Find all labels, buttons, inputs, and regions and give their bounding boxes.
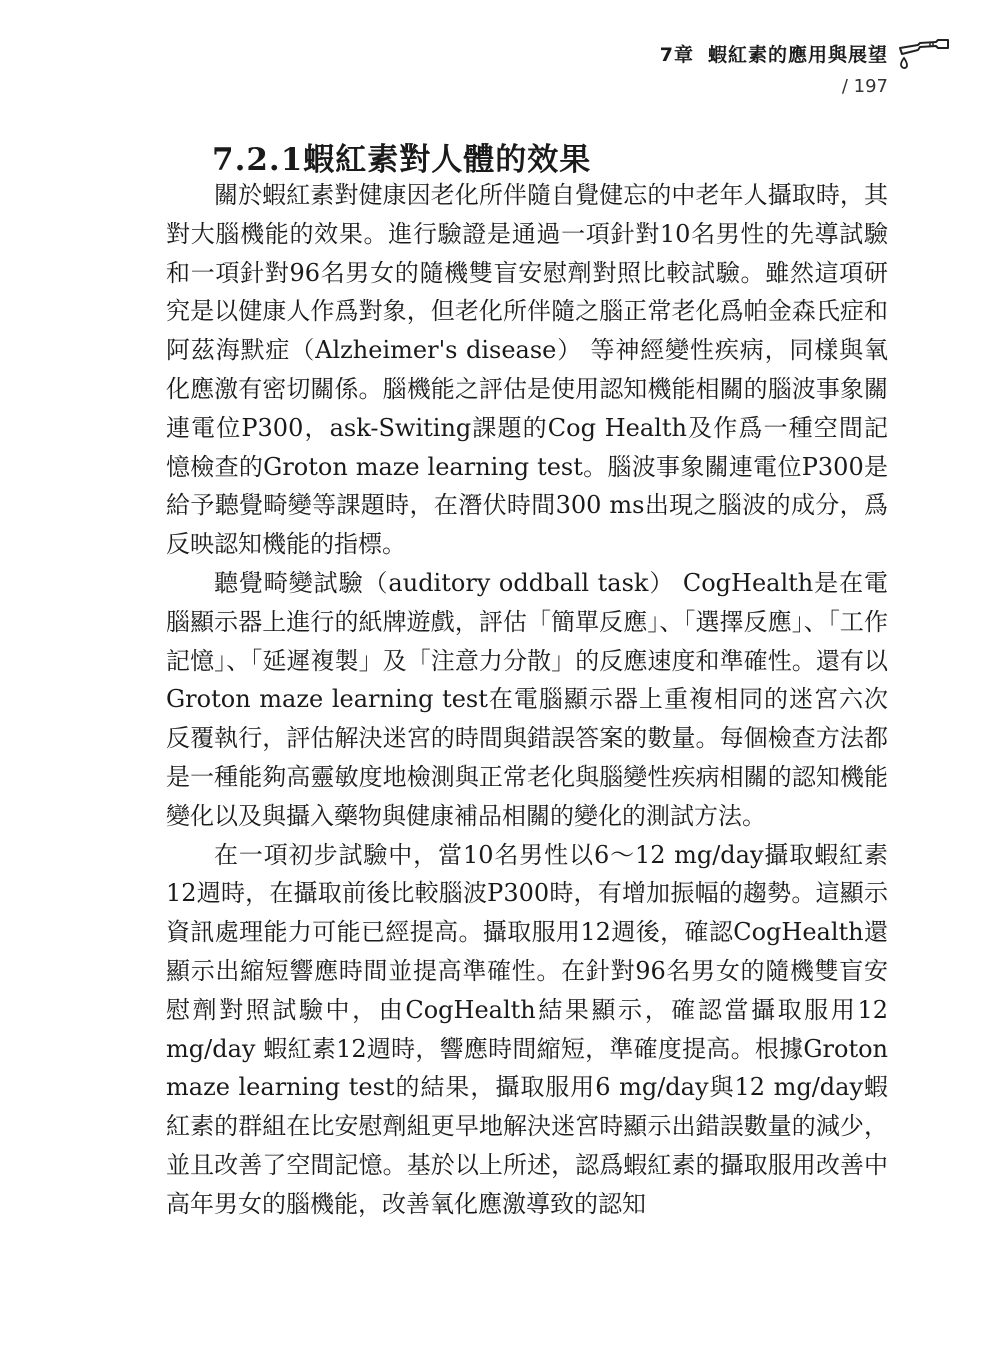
body-text bbox=[166, 176, 888, 1224]
dropper-icon bbox=[896, 38, 952, 72]
paragraph: 在一項初步試驗中，當10名男性以6～12 mg/day攝取蝦紅素12週時，在攝取前後比較腦波P300時，有增加振幅的趨勢。這顯示資訊處理能力可能已經提高。攝取服用12週後，確認CogHealth還顯示出縮短響應時間並提高準確性。在針對96名男女的隨機雙盲安慰劑對照試驗中，由CogHealth結果顯示，確認當攝取服用12 mg/day 蝦紅素12週時，響應時間縮短，準確度提高。根據Groton maze learning test的結果，攝取服用6 mg/day與12 mg/day蝦紅素的群組在比安慰劑組更早地解決迷宮時顯示出錯誤數量的減少，並且改善了空間記憶。基於以上所述，認爲蝦紅素的攝取服用改善中高年男女的腦機能，改善氧化應激導致的認知 bbox=[166, 840, 888, 1218]
running-header bbox=[660, 40, 888, 67]
paragraph: 聽覺畸變試驗（auditory oddball task） CogHealth是在電腦顯示器上進行的紙牌遊戲，評估「簡單反應」、「選擇反應」、「工作記憶」、「延遲複製」及「注意力分散」的反應速度和準確性。還有以Groton maze learning test在電腦顯示器上重複相同的迷宮六次反覆執行，評估解決迷宮的時間與錯誤答案的數量。每個檢查方法都是一種能夠高靈敏度地檢測與正常老化與腦變性疾病相關的認知機能變化以及與攝入藥物與健康補品相關的變化的測試方法。 bbox=[166, 568, 888, 830]
page-number: / 197 bbox=[841, 76, 888, 97]
section-title: 7.2.1蝦紅素對人體的效果 bbox=[212, 142, 592, 178]
chapter-number: 7章 bbox=[659, 44, 694, 66]
paragraph: 關於蝦紅素對健康因老化所伴隨自覺健忘的中老年人攝取時，其對大腦機能的效果。進行驗證是通過一項針對10名男性的先導試驗和一項針對96名男女的隨機雙盲安慰劑對照比較試驗。雖然這項研究是以健康人作爲對象，但老化所伴隨之腦正常老化爲帕金森氏症和阿茲海默症（Alzheimer's disease） 等神經變性疾病，同樣與氧化應激有密切關係。腦機能之評估是使用認知機能相關的腦波事象關連電位P300，ask-Switing課題的Cog Health及作爲一種空間記憶檢查的Groton maze learning test。腦波事象關連電位P300是給予聽覺畸變等課題時，在潛伏時間300 ms出現之腦波的成分，爲反映認知機能的指標。 bbox=[166, 181, 888, 559]
chapter-title: 蝦紅素的應用與展望 bbox=[707, 44, 888, 66]
